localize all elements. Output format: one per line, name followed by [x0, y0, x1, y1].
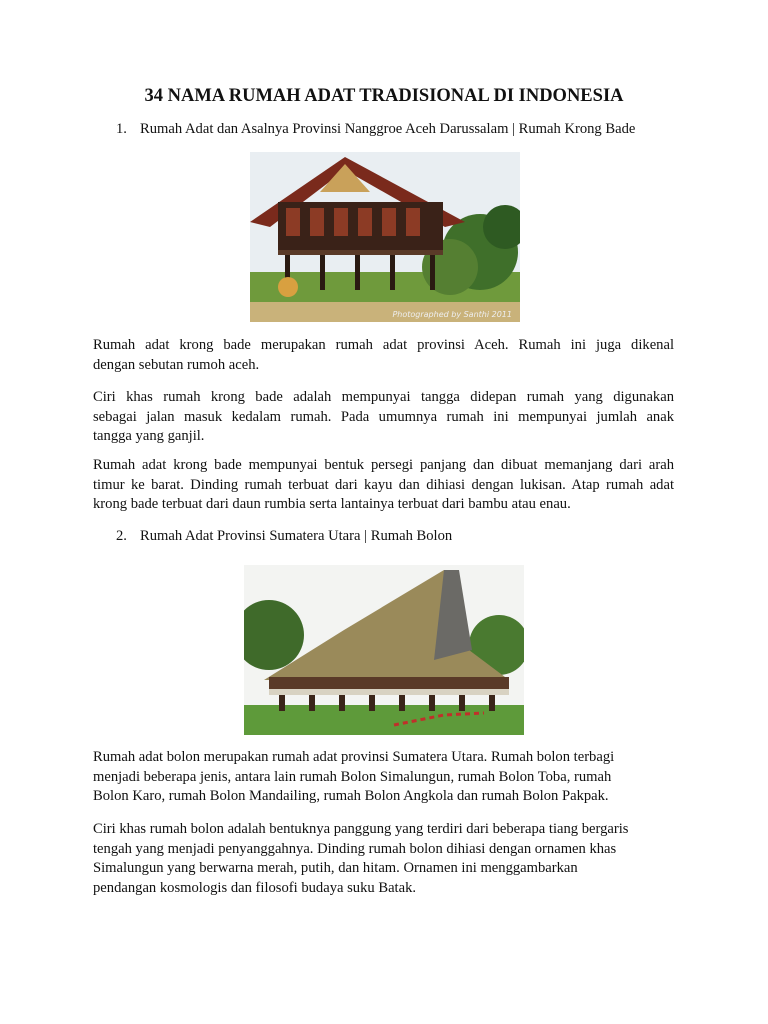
rumah-krong-bade-image: [250, 152, 520, 322]
text-line: Rumah adat bolon merupakan rumah adat provinsi Sumatera Utara. Rumah bolon terbagi: [93, 749, 615, 765]
section-1-heading: [116, 121, 635, 138]
text-line: tengah yang menjadi penyanggahnya. Dinding rumah bolon dihiasi dengan ornamen khas: [93, 840, 617, 857]
text-line: dengan sebutan rumoh aceh.: [93, 356, 260, 373]
paragraph: [93, 820, 674, 898]
text-line: Simalungun yang berwarna merah, putih, dan hitam. Ornamen ini menggambarkan: [93, 860, 578, 876]
text-line: pendangan kosmologis dan filosofi budaya suku Batak.: [93, 879, 417, 896]
section-2-heading: [116, 528, 452, 545]
rumah-bolon-image: [244, 565, 524, 735]
image-watermark: Photographed by Santhi 2011: [392, 310, 512, 319]
document-title: 34 NAMA RUMAH ADAT TRADISIONAL DI INDONESIA: [144, 86, 624, 106]
paragraph: [93, 748, 674, 807]
paragraph: [93, 456, 674, 515]
text-line: Bolon Karo, rumah Bolon Mandailing, rumah Bolon Angkola dan rumah Bolon Pakpak.: [93, 788, 609, 804]
list-number: 2.: [116, 528, 127, 544]
text-line: Ciri khas rumah krong bade adalah mempunyai tangga didepan rumah yang digunakan: [93, 389, 674, 405]
paragraph: [93, 336, 674, 375]
text-line: menjadi beberapa jenis, antara lain rumah Bolon Simalungun, rumah Bolon Toba, rumah: [93, 768, 612, 785]
text-line: timur ke barat. Dinding rumah terbuat dari kayu dan dihiasi dengan lukisan. Atap rumah adat: [93, 476, 674, 493]
text-line: sebagai jalan masuk kedalam rumah. Pada umumnya rumah ini mempunyai jumlah anak: [93, 408, 674, 425]
heading-text: Rumah Adat Provinsi Sumatera Utara | Rumah Bolon: [140, 528, 453, 544]
paragraph: [93, 388, 674, 447]
text-line: Rumah adat krong bade mempunyai bentuk persegi panjang dan dibuat memanjang dari arah: [93, 457, 674, 473]
text-line: krong bade terbuat dari daun rumbia serta lantainya terbuat dari bambu atau enau.: [93, 496, 571, 512]
text-line: tangga yang ganjil.: [93, 428, 205, 444]
text-line: Rumah adat krong bade merupakan rumah adat provinsi Aceh. Rumah ini juga dikenal: [93, 337, 674, 353]
list-number: 1.: [116, 121, 127, 137]
heading-text: Rumah Adat dan Asalnya Provinsi Nanggroe Aceh Darussalam | Rumah Krong Bade: [140, 121, 636, 137]
text-line: Ciri khas rumah bolon adalah bentuknya panggung yang terdiri dari beberapa tiang bergaris: [93, 821, 629, 837]
